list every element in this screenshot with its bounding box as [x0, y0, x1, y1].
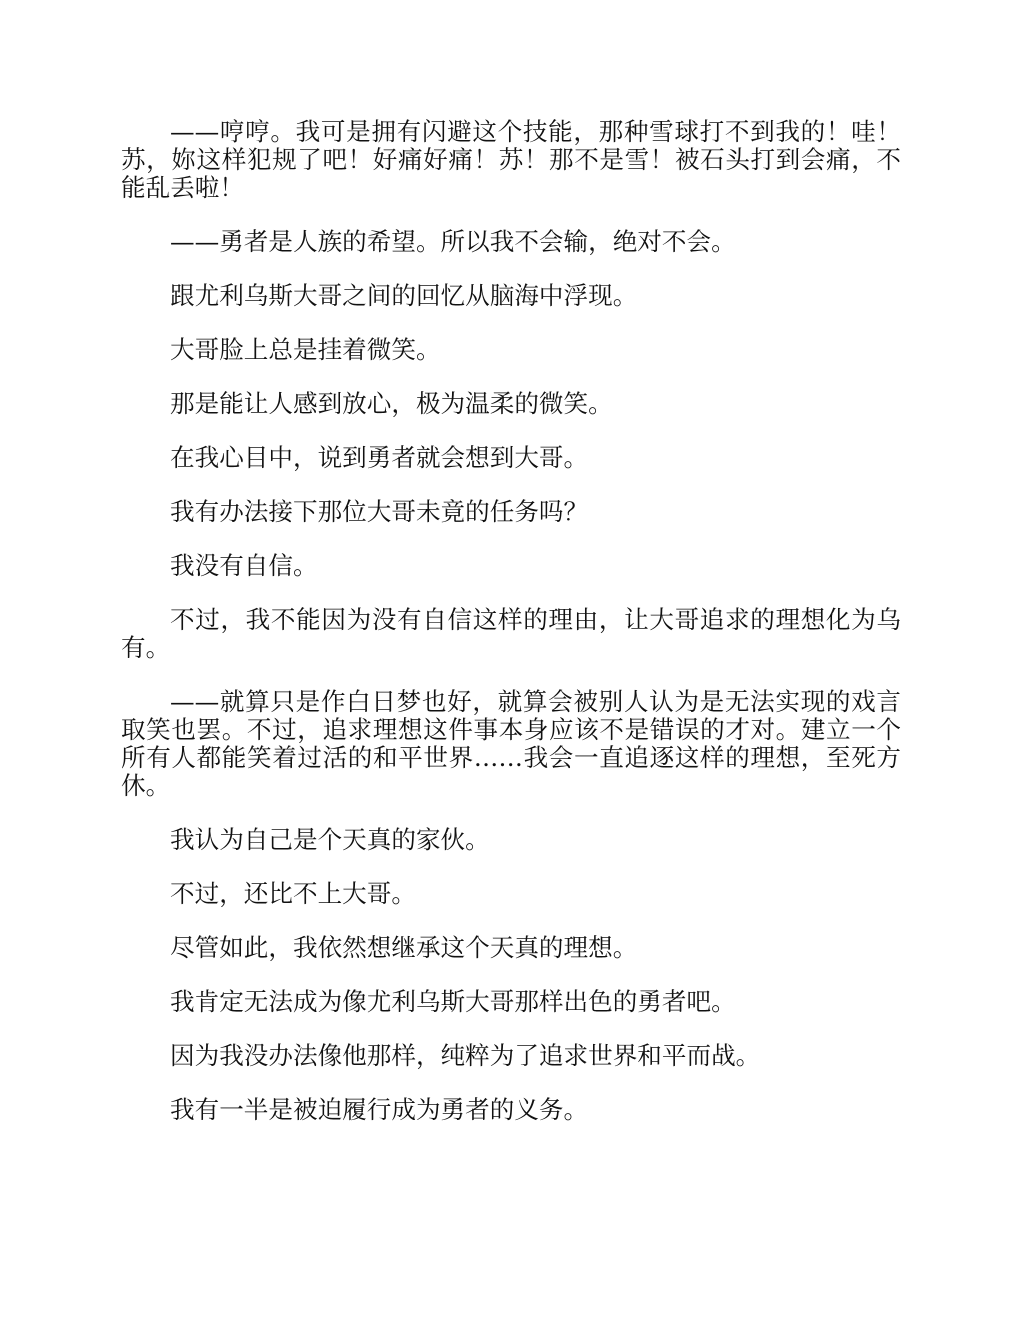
- paragraph: 我肯定无法成为像尤利乌斯大哥那样出色的勇者吧。: [170, 987, 736, 1016]
- paragraph: 大哥脸上总是挂着微笑。: [170, 335, 441, 364]
- paragraph: ——就算只是作白日梦也好，就算会被别人认为是无法实现的戏言取笑也罢。不过，追求理想这件事本身应该不是错误的才对。建立一个所有人都能笑着过活的和平世界……我会一直追逐这样的理想，至死方休。: [121, 687, 901, 800]
- paragraph: 在我心目中，说到勇者就会想到大哥。: [170, 443, 589, 472]
- body-text: [121, 118, 901, 1150]
- paragraph: 尽管如此，我依然想继承这个天真的理想。: [170, 933, 638, 962]
- paragraph: ——勇者是人族的希望。所以我不会输，绝对不会。: [170, 227, 736, 256]
- paragraph: 我认为自己是个天真的家伙。: [170, 825, 490, 854]
- paragraph: 不过，我不能因为没有自信这样的理由，让大哥追求的理想化为乌有。: [121, 605, 901, 662]
- paragraph: 那是能让人感到放心，极为温柔的微笑。: [170, 389, 613, 418]
- paragraph: 我有办法接下那位大哥未竟的任务吗？: [170, 497, 589, 526]
- paragraph: 不过，还比不上大哥。: [170, 879, 416, 908]
- paragraph: ——哼哼。我可是拥有闪避这个技能，那种雪球打不到我的！哇！苏，妳这样犯规了吧！好痛好痛！苏！那不是雪！被石头打到会痛，不能乱丢啦！: [121, 117, 901, 202]
- paragraph: 我有一半是被迫履行成为勇者的义务。: [170, 1095, 589, 1124]
- paragraph: 我没有自信。: [170, 551, 318, 580]
- paragraph: 因为我没办法像他那样，纯粹为了追求世界和平而战。: [170, 1041, 761, 1070]
- paragraph: 跟尤利乌斯大哥之间的回忆从脑海中浮现。: [170, 281, 638, 310]
